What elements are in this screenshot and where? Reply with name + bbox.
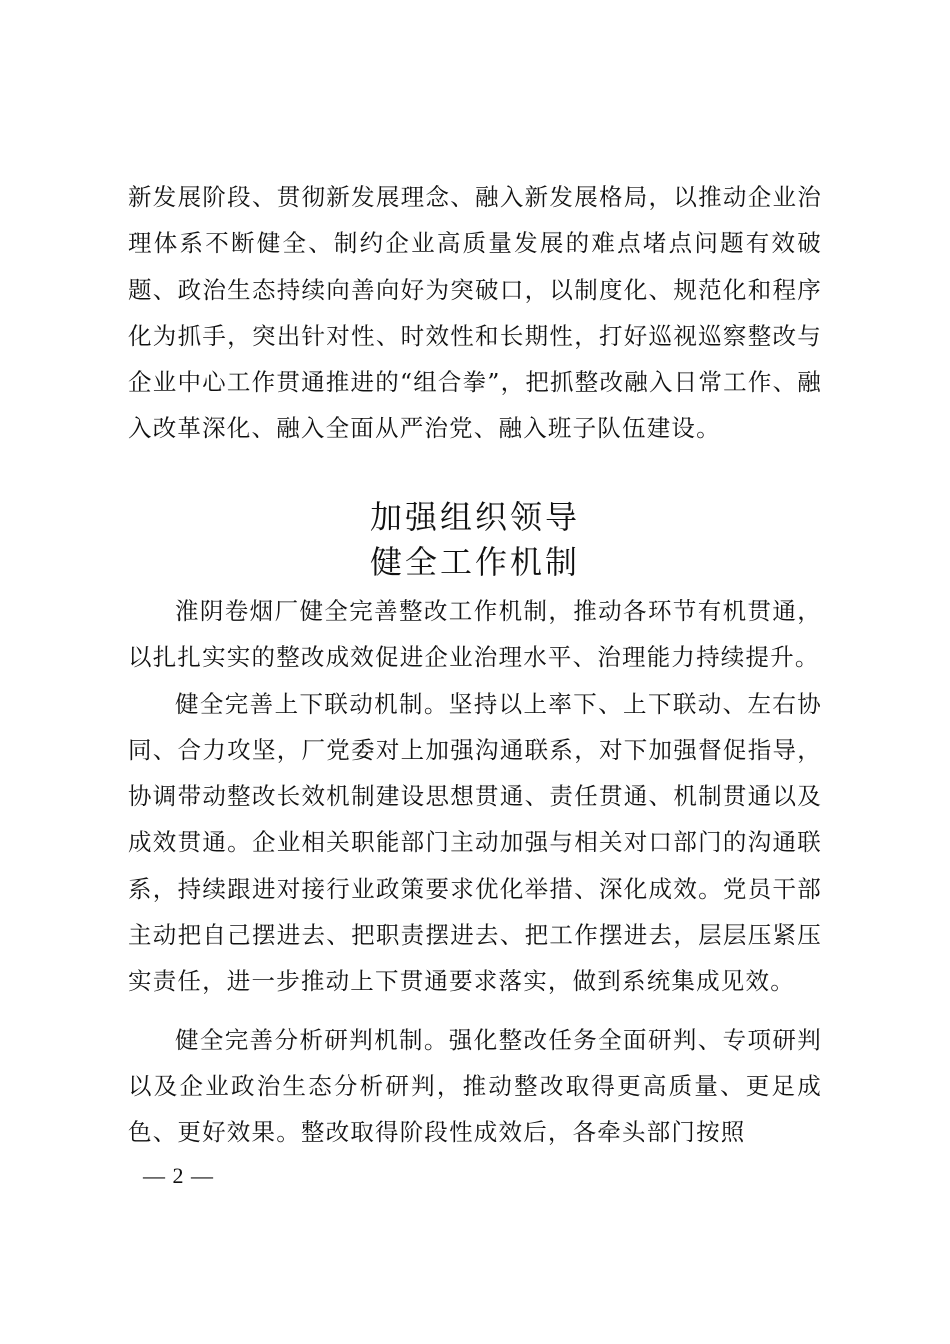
section-heading-line-2: 健全工作机制 (369, 543, 580, 581)
body-text (128, 588, 822, 1156)
analysis-mechanism-paragraph: 健全完善分析研判机制。强化整改任务全面研判、专项研判以及企业政治生态分析研判，推动整改取得更高质量、更足成色、更好效果。整改取得阶段性成效后，各牵头部门按照 (128, 1025, 822, 1147)
page-number: — 2 — (143, 1163, 214, 1188)
section-heading-line-1: 加强组织领导 (369, 498, 580, 536)
intro-paragraph: 淮阴卷烟厂健全完善整改工作机制，推动各环节有机贯通，以扎扎实实的整改成效促进企业治理水平、治理能力持续提升。 (128, 597, 822, 672)
continuation-paragraph: 新发展阶段、贯彻新发展理念、融入新发展格局，以推动企业治理体系不断健全、制约企业高质量发展的难点堵点问题有效破题、政治生态持续向善向好为突破口，以制度化、规范化和程序化为抓手，突出针对性、时效性和长期性，打好巡视巡察整改与企业中心工作贯通推进的“组合拳”，把抓整改融入日常工作、融入改革深化、融入全面从严治党、融入班子队伍建设。 (128, 183, 822, 443)
linkage-mechanism-paragraph: 健全完善上下联动机制。坚持以上率下、上下联动、左右协同、合力攻坚，厂党委对上加强沟通联系，对下加强督促指导，协调带动整改长效机制建设思想贯通、责任贯通、机制贯通以及成效贯通。企业相关职能部门主动加强与相关对口部门的沟通联系，持续跟进对接行业政策要求优化举措、深化成效。党员干部主动把自己摆进去、把职责摆进去、把工作摆进去，层层压紧压实责任，进一步推动上下贯通要求落实，做到系统集成见效。 (128, 689, 822, 996)
